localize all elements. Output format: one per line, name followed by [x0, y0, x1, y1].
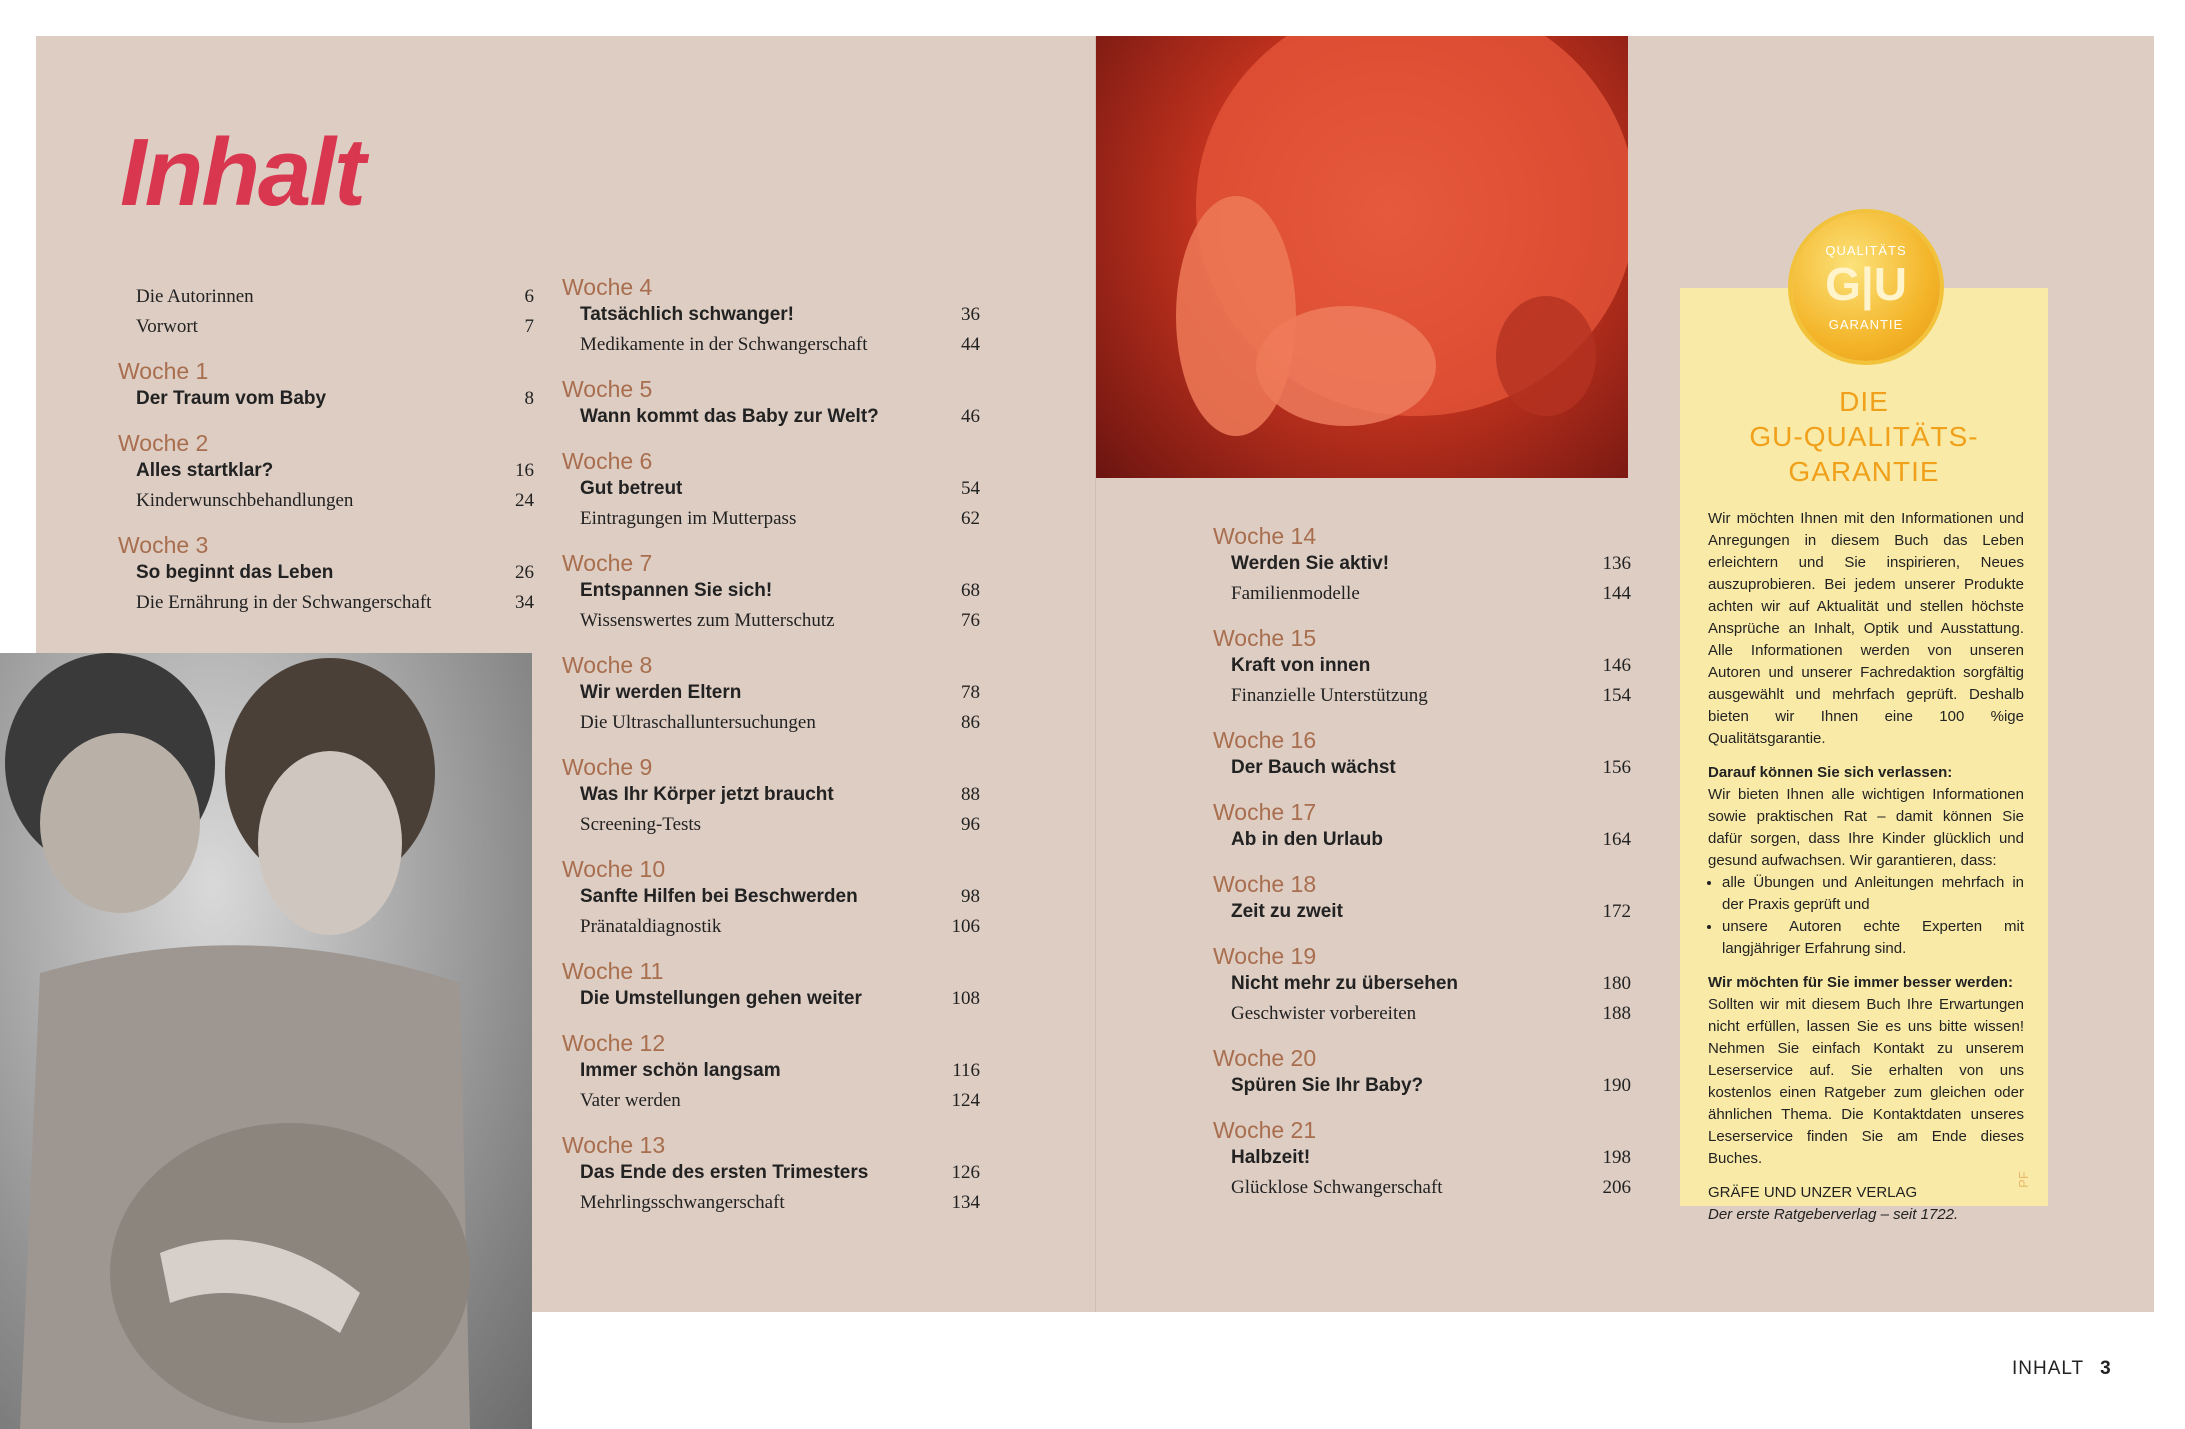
toc-week-heading: Woche 11 [562, 958, 664, 984]
guarantee-bullet: • unsere Autoren echte Experten mit langjähriger Erfahrung sind. [1722, 916, 2024, 960]
pf-mark: PF [2015, 1171, 2031, 1188]
toc-entry-page: 24 [515, 490, 534, 511]
toc-entry-page: 86 [961, 712, 980, 733]
toc-entry[interactable] [118, 456, 534, 486]
gu-quality-seal [1792, 213, 1940, 361]
toc-entry-title: Das Ende des ersten Trimesters [580, 1162, 869, 1183]
toc-entry-title: Zeit zu zweit [1231, 901, 1343, 922]
toc-entry-page: 76 [961, 610, 980, 631]
toc-entry[interactable] [562, 402, 980, 432]
toc-entry-title: Der Traum vom Baby [136, 388, 327, 409]
baby-ultrasound-photo [1096, 36, 1628, 478]
toc-entry[interactable] [562, 474, 980, 504]
toc-week-heading: Woche 19 [1213, 943, 1317, 969]
toc-entry[interactable] [118, 384, 534, 414]
toc-week-heading: Woche 4 [562, 274, 653, 300]
toc-entry-title: Medikamente in der Schwangerschaft [580, 334, 868, 355]
toc-column-2 [562, 274, 980, 1218]
toc-entry-page: 206 [1602, 1177, 1631, 1198]
toc-entry-page: 116 [952, 1060, 980, 1081]
couple-photo [0, 653, 532, 1429]
toc-entry[interactable] [1213, 753, 1631, 783]
guarantee-heading-2: Wir möchten für Sie immer besser werden: [1708, 974, 2013, 991]
toc-week-heading: Woche 18 [1213, 871, 1317, 897]
toc-entry-title: Finanzielle Unterstützung [1231, 685, 1428, 706]
toc-entry[interactable] [562, 1086, 980, 1116]
toc-entry-page: 146 [1602, 655, 1631, 676]
toc-entry[interactable] [562, 330, 980, 360]
toc-entry-page: 6 [524, 286, 534, 307]
toc-entry-page: 8 [524, 388, 534, 409]
toc-entry-title: Kinderwunschbehandlungen [136, 490, 354, 511]
toc-week-heading: Woche 8 [562, 652, 653, 678]
toc-entry[interactable] [562, 912, 980, 942]
guarantee-intro: Wir möchten Ihnen mit den Informationen und Anregungen in diesem Buch das Leben erleichtern und Sie inspirieren, Neues auszuprobieren. Bei jedem unserer Produkte achten wir auf Aktualität und stellen höchste Ansprüche an Inhalt, Optik und Ausstattung. Alle Informationen werden von unseren Autoren und unserer Fachredaktion sorgfältig ausgewählt und mehrfach geprüft. Deshalb bieten wir Ihnen eine 100 %ige Qualitätsgarantie. [1708, 510, 2024, 747]
toc-entry-title: Kraft von innen [1231, 655, 1371, 676]
toc-entry[interactable] [118, 312, 534, 342]
toc-entry-page: 16 [515, 460, 534, 481]
toc-entry-page: 34 [515, 592, 534, 613]
toc-entry-title: Nicht mehr zu übersehen [1231, 973, 1458, 994]
toc-entry-title: Die Ernährung in der Schwangerschaft [136, 592, 432, 613]
toc-entry-title: Alles startklar? [136, 460, 274, 481]
toc-entry-page: 180 [1602, 973, 1631, 994]
toc-entry[interactable] [1213, 651, 1631, 681]
toc-entry-title: Tatsächlich schwanger! [580, 304, 794, 325]
toc-week-heading: Woche 16 [1213, 727, 1317, 753]
toc-week-heading: Woche 14 [1213, 523, 1317, 549]
toc-week-heading: Woche 5 [562, 376, 653, 402]
toc-week-heading: Woche 2 [118, 430, 209, 456]
toc-entry[interactable] [562, 882, 980, 912]
toc-entry-page: 106 [951, 916, 980, 937]
toc-entry-page: 26 [515, 562, 534, 583]
toc-entry-page: 136 [1602, 553, 1631, 574]
toc-entry-page: 134 [951, 1192, 980, 1213]
toc-entry-title: Werden Sie aktiv! [1231, 553, 1390, 574]
toc-entry[interactable] [1213, 1071, 1631, 1101]
toc-entry-page: 144 [1602, 583, 1631, 604]
seal-bottom-text: GARANTIE [1828, 317, 1904, 332]
page-title: Inhalt [120, 119, 364, 226]
seal-logo-text: G|U [1825, 258, 1907, 310]
page-number: 3 [2100, 1358, 2112, 1379]
toc-entry[interactable] [1213, 969, 1631, 999]
toc-entry-page: 46 [961, 406, 980, 427]
toc-entry-title: Wissenswertes zum Mutterschutz [580, 610, 835, 631]
toc-entry[interactable] [1213, 999, 1631, 1029]
publisher-tagline: Der erste Ratgeberverlag – seit 1722. [1708, 1206, 1959, 1223]
footer-label: INHALT [2012, 1358, 2085, 1379]
toc-entry-title: Geschwister vorbereiten [1231, 1003, 1417, 1024]
toc-week-heading: Woche 20 [1213, 1045, 1317, 1071]
toc-entry[interactable] [1213, 681, 1631, 711]
guarantee-title-line-1: DIE [1839, 386, 1889, 417]
toc-entry-title: Wir werden Eltern [580, 682, 742, 703]
toc-week-heading: Woche 17 [1213, 799, 1317, 825]
toc-entry[interactable] [562, 708, 980, 738]
toc-entry[interactable] [562, 1056, 980, 1086]
guarantee-title [1680, 384, 2048, 489]
guarantee-title-line-3: GARANTIE [1788, 456, 1940, 487]
toc-entry-page: 68 [961, 580, 980, 601]
guarantee-paragraph-1: Wir bieten Ihnen alle wichtigen Informationen sowie praktischen Rat – damit können Sie dafür sorgen, dass Ihre Kinder glücklich und gesund aufwachsen. Wir garantieren, dass: [1708, 786, 2024, 869]
toc-entry-page: 154 [1602, 685, 1631, 706]
toc-entry-page: 126 [951, 1162, 980, 1183]
toc-entry[interactable] [118, 588, 534, 618]
toc-entry[interactable] [562, 1158, 980, 1188]
toc-entry[interactable] [118, 282, 534, 312]
toc-column-3 [1213, 523, 1631, 1203]
baby-illustration [1096, 36, 1628, 478]
toc-entry[interactable] [562, 576, 980, 606]
toc-entry[interactable] [1213, 1173, 1631, 1203]
toc-entry-page: 98 [961, 886, 980, 907]
toc-entry-title: Die Ultraschalluntersuchungen [580, 712, 816, 733]
toc-entry[interactable] [1213, 825, 1631, 855]
toc-entry-page: 62 [961, 508, 980, 529]
guarantee-title-line-2: GU-QUALITÄTS- [1749, 421, 1979, 452]
toc-entry[interactable] [562, 984, 980, 1014]
toc-entry[interactable] [1213, 1143, 1631, 1173]
toc-entry-page: 164 [1602, 829, 1631, 850]
guarantee-text [1708, 508, 2024, 1238]
toc-week-heading: Woche 6 [562, 448, 653, 474]
toc-week-heading: Woche 15 [1213, 625, 1317, 651]
toc-week-heading: Woche 21 [1213, 1117, 1317, 1143]
toc-week-heading: Woche 1 [118, 358, 209, 384]
toc-entry-page: 88 [961, 784, 980, 805]
toc-entry-title: Immer schön langsam [580, 1060, 781, 1081]
page-footer [2012, 1358, 2112, 1380]
toc-entry-title: So beginnt das Leben [136, 562, 334, 583]
toc-entry[interactable] [1213, 579, 1631, 609]
toc-entry-title: Sanfte Hilfen bei Beschwerden [580, 886, 858, 907]
toc-entry-title: Halbzeit! [1231, 1147, 1311, 1168]
toc-week-heading: Woche 9 [562, 754, 653, 780]
publisher-name: GRÄFE UND UNZER VERLAG [1708, 1184, 1918, 1201]
toc-entry-title: Vorwort [136, 316, 198, 337]
toc-entry-title: Eintragungen im Mutterpass [580, 508, 797, 529]
toc-entry-page: 44 [961, 334, 980, 355]
toc-entry-page: 7 [524, 316, 534, 337]
toc-entry-title: Ab in den Urlaub [1231, 829, 1383, 850]
toc-entry-title: Spüren Sie Ihr Baby? [1231, 1075, 1424, 1096]
toc-entry[interactable] [118, 486, 534, 516]
toc-entry-page: 190 [1602, 1075, 1631, 1096]
toc-column-1 [118, 282, 534, 618]
toc-entry-title: Entspannen Sie sich! [580, 580, 773, 601]
toc-entry-page: 96 [961, 814, 980, 835]
couple-illustration [0, 653, 532, 1429]
seal-top-text: QUALITÄTS [1825, 243, 1907, 258]
toc-entry-title: Familienmodelle [1231, 583, 1360, 604]
toc-entry-title: Was Ihr Körper jetzt braucht [580, 784, 834, 805]
toc-entry[interactable] [562, 300, 980, 330]
toc-entry-title: Pränataldiagnostik [580, 916, 722, 937]
toc-entry-page: 36 [961, 304, 980, 325]
toc-entry[interactable] [562, 810, 980, 840]
toc-entry-title: Screening-Tests [580, 814, 702, 835]
toc-week-heading: Woche 13 [562, 1132, 666, 1158]
toc-entry-title: Der Bauch wächst [1231, 757, 1396, 778]
toc-entry-page: 156 [1602, 757, 1631, 778]
toc-entry-page: 124 [951, 1090, 980, 1111]
toc-entry-page: 172 [1602, 901, 1631, 922]
guarantee-bullets [1708, 872, 2024, 960]
toc-entry-title: Vater werden [580, 1090, 681, 1111]
toc-entry-page: 108 [951, 988, 980, 1009]
toc-entry-title: Die Autorinnen [136, 286, 254, 307]
toc-entry[interactable] [562, 678, 980, 708]
toc-entry[interactable] [562, 780, 980, 810]
toc-entry[interactable] [118, 558, 534, 588]
guarantee-paragraph-2: Sollten wir mit diesem Buch Ihre Erwartungen nicht erfüllen, lassen Sie es uns bitte wissen! Nehmen Sie einfach Kontakt zu unserem Leserservice auf. Sie erhalten von uns kostenlos einen Ratgeber zum gleichen oder ähnlichen Thema. Die Kontaktdaten unseres Leserservice finden Sie am Ende dieses Buches. [1708, 996, 2024, 1167]
toc-entry-page: 54 [961, 478, 980, 499]
guarantee-heading-1: Darauf können Sie sich verlassen: [1708, 764, 1953, 781]
toc-week-heading: Woche 7 [562, 550, 653, 576]
toc-entry[interactable] [1213, 549, 1631, 579]
toc-entry-page: 78 [961, 682, 980, 703]
toc-entry[interactable] [562, 1188, 980, 1218]
toc-entry-page: 188 [1602, 1003, 1631, 1024]
toc-entry[interactable] [562, 606, 980, 636]
toc-entry-title: Glücklose Schwangerschaft [1231, 1177, 1443, 1198]
toc-week-heading: Woche 3 [118, 532, 209, 558]
toc-entry[interactable] [562, 504, 980, 534]
toc-entry-title: Die Umstellungen gehen weiter [580, 988, 862, 1009]
toc-entry-title: Mehrlingsschwangerschaft [580, 1192, 785, 1213]
toc-entry[interactable] [1213, 897, 1631, 927]
toc-week-heading: Woche 10 [562, 856, 666, 882]
toc-week-heading: Woche 12 [562, 1030, 666, 1056]
toc-entry-page: 198 [1602, 1147, 1631, 1168]
toc-entry-title: Gut betreut [580, 478, 683, 499]
toc-entry-title: Wann kommt das Baby zur Welt? [580, 406, 879, 427]
guarantee-bullet: • alle Übungen und Anleitungen mehrfach in der Praxis geprüft und [1722, 872, 2024, 916]
